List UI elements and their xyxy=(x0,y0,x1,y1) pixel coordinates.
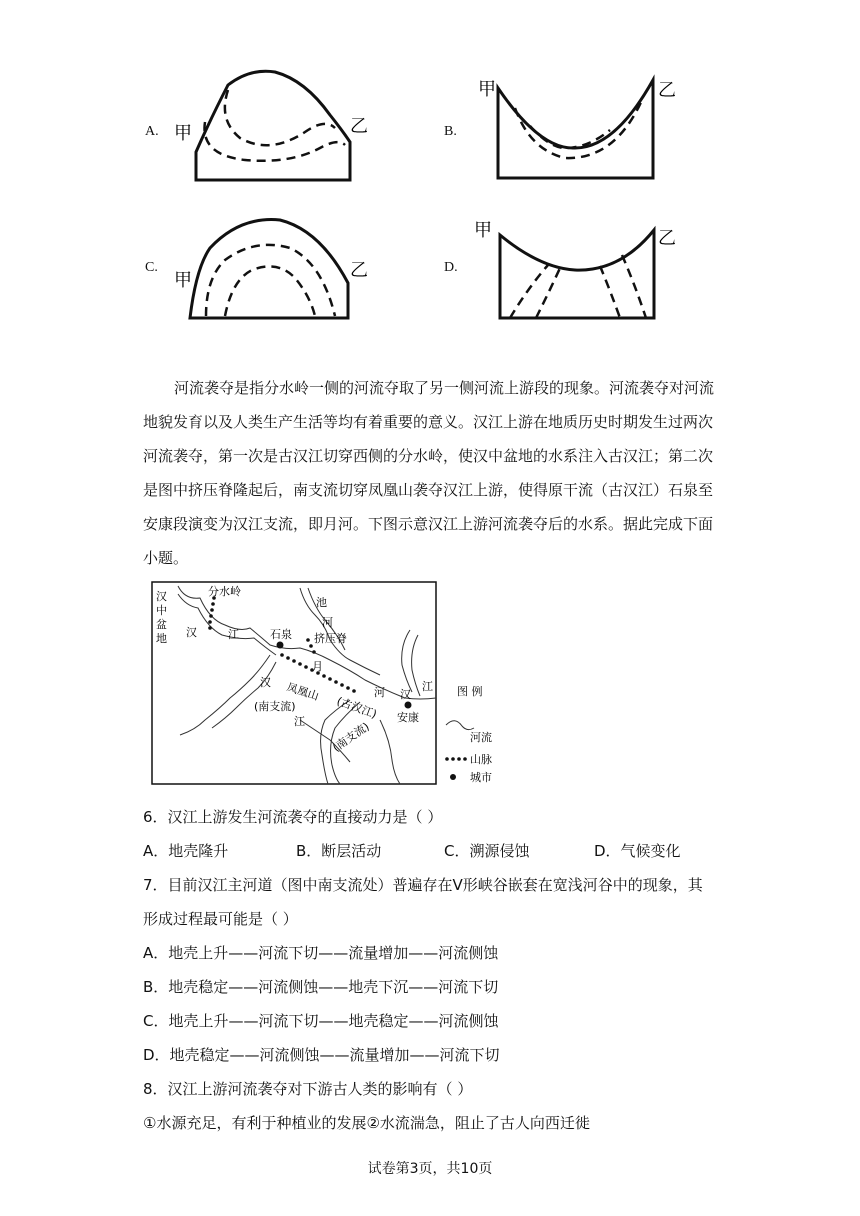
map-label-jiyaji: 挤压脊 xyxy=(314,632,347,645)
q7-option-c: C．地壳上升——河流下切——地壳稳定——河流侧蚀 xyxy=(143,1012,499,1030)
map-label-hanzhong-2: 中 xyxy=(156,604,167,617)
map-label-he-east: 河 xyxy=(374,686,385,699)
q7-option-d: D．地壳稳定——河流侧蚀——流量增加——河流下切 xyxy=(143,1046,500,1064)
d-right-label: 乙 xyxy=(658,228,676,249)
passage-line-6: 小题。 xyxy=(143,549,189,567)
legend-city-symbol xyxy=(450,774,456,780)
diagram-a xyxy=(170,60,368,185)
legend-city-label: 城市 xyxy=(470,771,492,784)
map-label-guhanjiang: (古汉江) xyxy=(334,694,379,722)
q7-option-a: A．地壳上升——河流下切——流量增加——河流侧蚀 xyxy=(143,944,499,962)
page-footer: 试卷第3页，共10页 xyxy=(367,1161,493,1177)
map-label-hanzhong-3: 盆 xyxy=(156,618,167,631)
legend-river-label: 河流 xyxy=(470,731,492,744)
b-left-label: 甲 xyxy=(478,79,496,100)
map-label-jiang-east: 江 xyxy=(422,680,433,693)
q7-option-b: B．地壳稳定——河流侧蚀——地壳下沉——河流下切 xyxy=(143,978,499,996)
map-label-jiang-middle: 江 xyxy=(294,715,305,728)
passage xyxy=(143,371,721,575)
map-label-nanzhiliu-1: (南支流) xyxy=(254,700,296,713)
passage-line-1: 河流袭夺是指分水岭一侧的河流夺取了另一侧河流上游段的现象。河流袭夺对河流 xyxy=(174,379,715,397)
question-6-stem: 6．汉江上游发生河流袭夺的直接动力是（ ） xyxy=(143,808,443,826)
a-right-label: 乙 xyxy=(350,116,368,137)
passage-line-5: 安康段演变为汉江支流，即月河。下图示意汉江上游河流袭夺后的水系。据此完成下面 xyxy=(143,515,714,533)
question-8-stem: 8．汉江上游河流袭夺对下游古人类的影响有（ ） xyxy=(143,1080,473,1098)
q8-items: ①水源充足，有利于种植业的发展②水流湍急，阻止了古人向西迁徙 xyxy=(143,1114,590,1132)
q6-option-a: A．地壳隆升 xyxy=(143,842,229,860)
diagram-c xyxy=(170,208,368,323)
legend-mountain-symbol xyxy=(445,757,467,761)
river-lines xyxy=(178,586,436,784)
map-label-yue: 月 xyxy=(312,660,323,673)
map xyxy=(150,580,510,790)
map-label-hanzhong-4: 地 xyxy=(156,632,167,645)
option-d-label: D. xyxy=(444,260,458,275)
shiquan-city-marker xyxy=(277,642,284,649)
c-right-label: 乙 xyxy=(350,260,368,281)
map-label-fenshuiling: 分水岭 xyxy=(208,585,241,598)
passage-line-4: 是图中挤压脊隆起后，南支流切穿凤凰山袭夺汉江上游，使得原干流（古汉江）石泉至 xyxy=(143,481,714,499)
passage-line-2: 地貌发育以及人类生产生活等均有着重要的意义。汉江上游在地质历史时期发生过两次 xyxy=(143,413,714,431)
map-label-jiang-west: 江 xyxy=(228,628,239,641)
map-label-chi: 池 xyxy=(316,596,327,609)
q6-option-c: C．溯源侵蚀 xyxy=(444,842,530,860)
map-label-nanzhiliu-2: (南支流) xyxy=(330,719,372,755)
map-label-han-west: 汉 xyxy=(186,626,197,639)
c-left-label: 甲 xyxy=(174,270,192,291)
map-label-han-east: 汉 xyxy=(400,688,411,701)
question-7-stem-1: 7．目前汉江主河道（图中南支流处）普遍存在V形峡谷嵌套在宽浅河谷中的现象，其 xyxy=(143,876,703,894)
map-label-shiquan: 石泉 xyxy=(270,628,292,641)
map-label-he-north: 河 xyxy=(322,616,333,629)
map-label-ankang: 安康 xyxy=(397,711,419,724)
option-b-label: B. xyxy=(444,124,457,139)
q6-option-b: B．断层活动 xyxy=(296,842,382,860)
diagram-b xyxy=(470,70,680,182)
a-left-label: 甲 xyxy=(174,123,192,144)
ankang-city-marker xyxy=(405,702,412,709)
q6-option-d: D．气候变化 xyxy=(594,842,681,860)
legend-river-symbol xyxy=(446,721,474,730)
map-label-han-middle: 汉 xyxy=(260,676,271,689)
question-7-stem-2: 形成过程最可能是（ ） xyxy=(143,910,298,928)
map-legend xyxy=(445,684,492,784)
legend-title: 图 例 xyxy=(457,685,483,698)
b-right-label: 乙 xyxy=(658,80,676,101)
diagram-d xyxy=(470,210,685,322)
passage-line-3: 河流袭夺，第一次是古汉江切穿西侧的分水岭，使汉中盆地的水系注入古汉江；第二次 xyxy=(143,447,714,465)
map-label-hanzhong-1: 汉 xyxy=(156,590,167,603)
map-label-fenghuangshan: 凤凰山 xyxy=(285,680,321,704)
option-a-label: A. xyxy=(145,124,159,139)
d-left-label: 甲 xyxy=(474,220,492,241)
option-c-label: C. xyxy=(145,260,158,275)
legend-mountain-label: 山脉 xyxy=(470,753,492,766)
